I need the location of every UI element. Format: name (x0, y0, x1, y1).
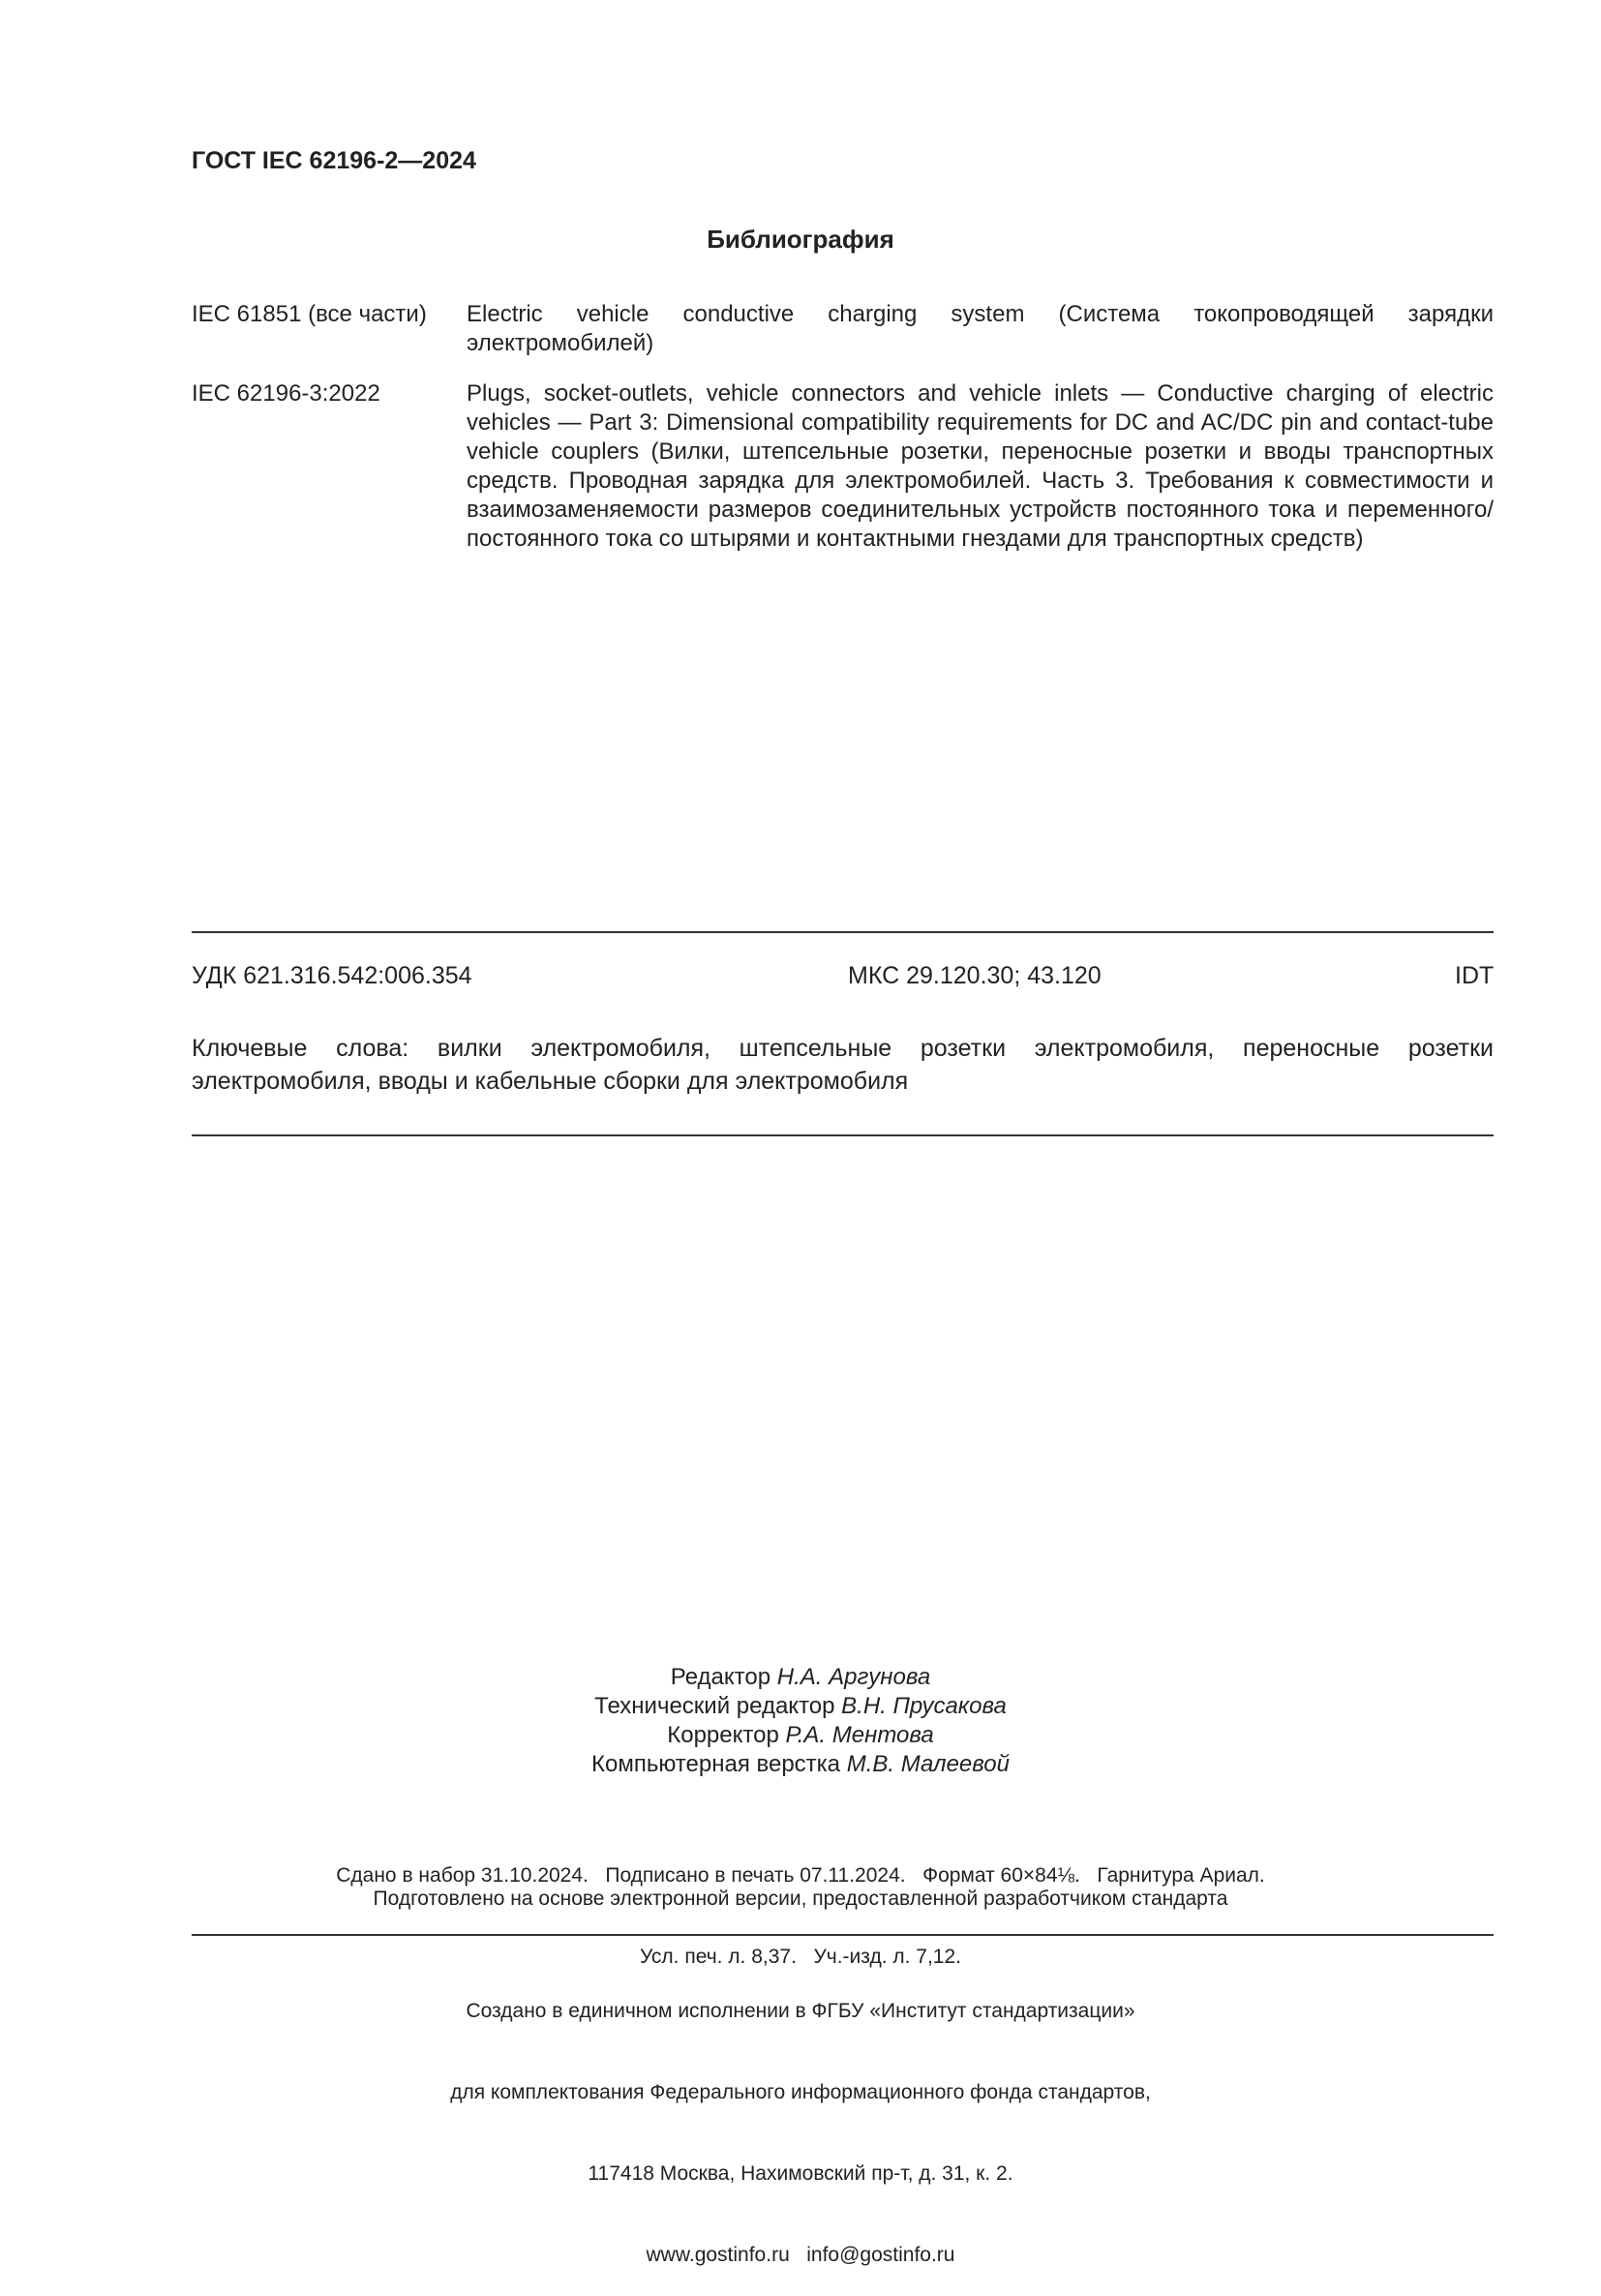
bibliography-entry-text: Electric vehicle conductive charging system (Система токопроводящей зарядки электромобилей) (467, 301, 1494, 356)
bibliography-entry (192, 300, 1494, 358)
divider-keywords (192, 1134, 1494, 1136)
credit-line (0, 1663, 1601, 1692)
bibliography-entry-text: Plugs, socket-outlets, vehicle connectors and vehicle inlets — Conductive charging of electric vehicles — Part 3: Dimensional compatibility requirements for DC and AC/DC pin and contact-tube vehicle couplers (Вилки, штепсельные розетки, переносные розетки и вводы транспортных средств. Проводная зарядка для электромобилей. Часть 3. Требования к совместимости и взаимозаменяемости размеров соединительных устройств постоянного тока и переменного/постоянного тока со штырями и контактными гнездами для транспортных средств) (467, 380, 1494, 552)
credit-role: Технический редактор (594, 1693, 835, 1719)
credits-block (0, 1663, 1601, 1779)
prepared-note: Подготовлено на основе электронной версии, предоставленной разработчиком стандарта (373, 1888, 1228, 1910)
footer-line: 117418 Москва, Нахимовский пр-т, д. 31, к. 2. (588, 2162, 1013, 2185)
footer-contacts: www.gostinfo.ru info@gostinfo.ru (646, 2244, 955, 2266)
credit-name: М.В. Малеевой (846, 1751, 1010, 1777)
mks-code: МКС 29.120.30; 43.120 (848, 962, 1102, 989)
bibliography-entry-key: IEC 62196-3:2022 (192, 380, 380, 407)
idt-label: IDT (1455, 962, 1495, 989)
divider-footer (192, 1934, 1494, 1936)
keywords: Ключевые слова: вилки электромобиля, штепсельные розетки электромобиля, переносные розетки электромобиля, вводы и кабельные сборки для электромобиля (192, 1035, 1494, 1095)
print-info-line: Усл. печ. л. 8,37. Уч.-изд. л. 7,12. (639, 1946, 961, 1968)
credit-role: Редактор (670, 1664, 771, 1690)
credit-name: Р.А. Ментова (785, 1722, 934, 1748)
footer-line: для комплектования Федерального информационного фонда стандартов, (450, 2081, 1151, 2103)
credit-name: Н.А. Аргунова (776, 1664, 931, 1690)
document-code: ГОСТ IEC 62196-2—2024 (192, 147, 476, 174)
footer-line: Создано в единичном исполнении в ФГБУ «Институт стандартизации» (466, 2000, 1135, 2022)
bibliography-title: Библиография (707, 225, 894, 254)
publisher-footer (0, 1944, 1601, 2296)
credit-line (0, 1692, 1601, 1721)
udk-code: УДК 621.316.542:006.354 (192, 962, 472, 989)
credit-name: В.Н. Прусакова (841, 1693, 1007, 1719)
print-info-line: Сдано в набор 31.10.2024. Подписано в печать 07.11.2024. Формат 60×84⅛. Гарнитура Ариал. (336, 1864, 1265, 1887)
credit-line (0, 1750, 1601, 1779)
credit-role: Компьютерная верстка (591, 1751, 841, 1777)
bibliography-entry (192, 379, 1494, 554)
credit-line (0, 1721, 1601, 1750)
bibliography-entry-key: IEC 61851 (все части) (192, 301, 427, 327)
divider-top (192, 931, 1494, 933)
credit-role: Корректор (667, 1722, 779, 1748)
